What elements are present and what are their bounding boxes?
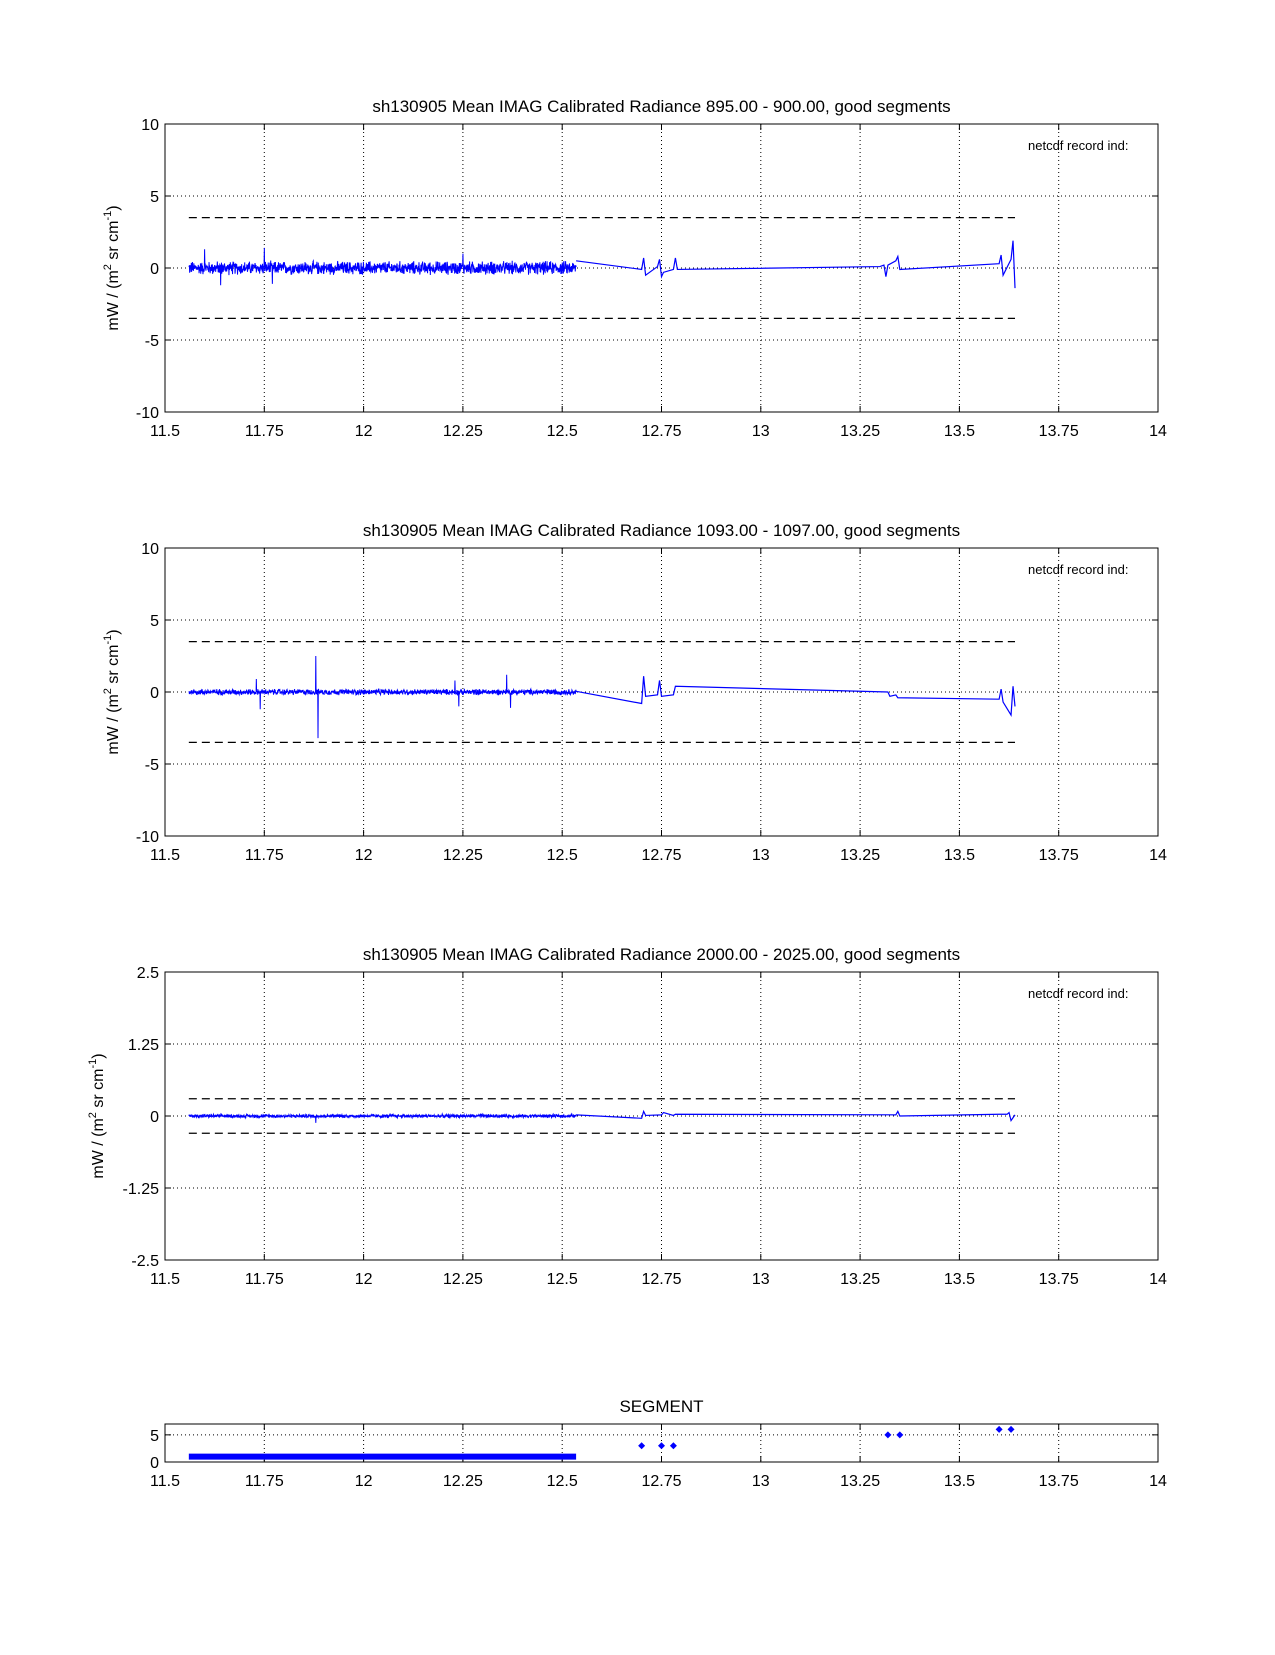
x-tick-label: 13.75 (1038, 1271, 1079, 1288)
x-tick-label: 11.75 (244, 1271, 284, 1288)
x-tick-label: 13.5 (943, 847, 975, 864)
y-axis-label (102, 205, 122, 330)
segment-marker (670, 1442, 677, 1449)
x-tick-label: 12.75 (641, 1271, 682, 1288)
annotation-text: netcdf record ind: (1028, 562, 1129, 577)
y-axis-label-part: sr cm (90, 1068, 107, 1113)
x-tick-label: 14 (1149, 847, 1167, 864)
y-axis-label-part: mW / (m (105, 270, 122, 331)
y-tick-label: -10 (135, 405, 159, 422)
y-axis-label-part: sr cm (105, 220, 122, 265)
y-tick-label: -1.25 (122, 1181, 159, 1198)
y-tick-label: 0 (150, 261, 159, 278)
x-tick-label: 13.5 (943, 423, 975, 440)
x-tick-label: 13.5 (943, 1473, 975, 1490)
x-tick-label: 14 (1149, 423, 1167, 440)
series-line-noise (189, 248, 576, 285)
y-axis-label-part: -1 (102, 210, 114, 221)
x-tick-label: 12 (354, 847, 373, 864)
x-tick-label: 13.75 (1038, 847, 1079, 864)
y-tick-label: 1.25 (127, 1037, 159, 1054)
x-tick-label: 14 (1149, 1473, 1167, 1490)
chart-1 (102, 97, 1167, 440)
x-tick-label: 12.25 (442, 1473, 483, 1490)
x-tick-label: 12.5 (546, 1271, 578, 1288)
series-line-noise (189, 1114, 576, 1123)
y-axis-label-part: -1 (87, 1058, 99, 1069)
x-tick-label: 12 (354, 423, 373, 440)
x-tick-label: 11.5 (150, 423, 180, 440)
y-axis-label-part: sr cm (105, 644, 122, 689)
chart-3 (87, 945, 1167, 1288)
x-tick-label: 11.5 (150, 1271, 180, 1288)
y-tick-label: 0 (150, 685, 159, 702)
x-tick-label: 13.25 (840, 1473, 881, 1490)
segment-marker (896, 1431, 903, 1438)
y-axis-label-part: ) (105, 629, 122, 635)
annotation-text: netcdf record ind: (1028, 138, 1129, 153)
series-line-noise (189, 656, 576, 738)
x-tick-label: 12.25 (442, 847, 483, 864)
x-tick-label: 12.75 (641, 423, 682, 440)
x-tick-label: 11.5 (150, 1473, 180, 1490)
x-tick-label: 11.5 (150, 847, 180, 864)
y-tick-label: 10 (141, 541, 159, 558)
y-axis-label-part: mW / (m (90, 1118, 107, 1179)
x-tick-label: 12.25 (442, 423, 483, 440)
x-tick-label: 11.75 (244, 1473, 284, 1490)
y-tick-label: -5 (144, 757, 159, 774)
x-tick-label: 12 (354, 1271, 373, 1288)
y-axis-label-part: 2 (102, 264, 114, 271)
chart-title: SEGMENT (619, 1397, 704, 1416)
y-tick-label: 5 (150, 189, 159, 206)
segment-marker (884, 1431, 891, 1438)
chart-title: sh130905 Mean IMAG Calibrated Radiance 1093.00 - 1097.00, good segments (362, 521, 961, 540)
x-tick-label: 13.25 (840, 847, 881, 864)
y-tick-label: -5 (144, 333, 159, 350)
chart-2 (102, 521, 1167, 864)
x-tick-label: 11.75 (244, 847, 284, 864)
y-axis-label-part: ) (105, 205, 122, 211)
x-tick-label: 12.5 (546, 1473, 578, 1490)
y-axis-label-part: -1 (102, 634, 114, 645)
x-tick-label: 11.75 (244, 423, 284, 440)
y-axis-label-part: 2 (87, 1112, 99, 1119)
segment-marker (638, 1442, 645, 1449)
y-tick-label: 5 (150, 613, 159, 630)
y-tick-label: 10 (141, 117, 159, 134)
series-line (576, 241, 1015, 289)
x-tick-label: 12.5 (546, 423, 578, 440)
annotation-text: netcdf record ind: (1028, 986, 1129, 1001)
y-tick-label: 2.5 (136, 965, 159, 982)
x-tick-label: 13.25 (840, 1271, 881, 1288)
x-tick-label: 13 (751, 1271, 770, 1288)
segment-marker (658, 1442, 665, 1449)
x-tick-label: 13 (751, 1473, 770, 1490)
x-tick-label: 12.75 (641, 847, 682, 864)
y-tick-label: 0 (150, 1455, 159, 1472)
segment-marker (996, 1426, 1003, 1433)
y-axis-label-part: ) (90, 1053, 107, 1059)
y-axis-label (87, 1053, 107, 1178)
x-tick-label: 13.75 (1038, 423, 1079, 440)
y-tick-label: -10 (135, 829, 159, 846)
y-tick-label: -2.5 (131, 1253, 159, 1270)
y-axis-label-part: mW / (m (105, 694, 122, 755)
segment-marker (1008, 1426, 1015, 1433)
chart-4 (150, 1397, 1167, 1490)
x-tick-label: 12 (354, 1473, 373, 1490)
x-tick-label: 13.75 (1038, 1473, 1079, 1490)
x-tick-label: 13.25 (840, 423, 881, 440)
x-tick-label: 13 (751, 847, 770, 864)
x-tick-label: 12.75 (641, 1473, 682, 1490)
y-tick-label: 5 (150, 1427, 159, 1445)
x-tick-label: 13 (751, 423, 770, 440)
chart-title: sh130905 Mean IMAG Calibrated Radiance 895.00 - 900.00, good segments (372, 97, 951, 116)
y-tick-label: 0 (150, 1109, 159, 1126)
chart-title: sh130905 Mean IMAG Calibrated Radiance 2000.00 - 2025.00, good segments (362, 945, 961, 964)
series-line (576, 676, 1015, 715)
y-axis-label (102, 629, 122, 754)
x-tick-label: 13.5 (943, 1271, 975, 1288)
x-tick-label: 12.5 (546, 847, 578, 864)
x-tick-label: 14 (1149, 1271, 1167, 1288)
y-axis-label-part: 2 (102, 688, 114, 695)
x-tick-label: 12.25 (442, 1271, 483, 1288)
